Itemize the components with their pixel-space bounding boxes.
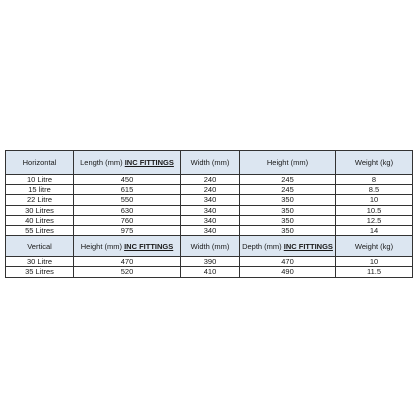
table-row bbox=[6, 195, 413, 205]
height-cell: 470 bbox=[74, 257, 181, 267]
vertical-type-header: Vertical bbox=[6, 236, 74, 257]
capacity-cell: 30 Litres bbox=[6, 205, 74, 215]
vertical-width-header: Width (mm) bbox=[181, 236, 240, 257]
table-row bbox=[6, 226, 413, 236]
weight-cell: 8 bbox=[336, 175, 413, 185]
capacity-cell: 15 litre bbox=[6, 185, 74, 195]
vertical-weight-header: Weight (kg) bbox=[336, 236, 413, 257]
table-row bbox=[6, 215, 413, 225]
capacity-cell: 10 Litre bbox=[6, 175, 74, 185]
height-cell: 245 bbox=[240, 185, 336, 195]
weight-cell: 14 bbox=[336, 226, 413, 236]
width-cell: 340 bbox=[181, 195, 240, 205]
weight-cell: 10.5 bbox=[336, 205, 413, 215]
weight-cell: 10 bbox=[336, 257, 413, 267]
height-cell: 350 bbox=[240, 215, 336, 225]
width-cell: 340 bbox=[181, 215, 240, 225]
vertical-depth-header: Depth (mm) INC FITTINGS bbox=[240, 236, 336, 257]
depth-cell: 490 bbox=[240, 267, 336, 277]
height-cell: 350 bbox=[240, 226, 336, 236]
horizontal-weight-header: Weight (kg) bbox=[336, 151, 413, 175]
weight-cell: 12.5 bbox=[336, 215, 413, 225]
weight-cell: 11.5 bbox=[336, 267, 413, 277]
width-cell: 340 bbox=[181, 226, 240, 236]
width-cell: 340 bbox=[181, 205, 240, 215]
width-cell: 240 bbox=[181, 175, 240, 185]
table-row bbox=[6, 257, 413, 267]
weight-cell: 10 bbox=[336, 195, 413, 205]
depth-cell: 470 bbox=[240, 257, 336, 267]
table-row bbox=[6, 267, 413, 277]
capacity-cell: 55 Litres bbox=[6, 226, 74, 236]
capacity-cell: 40 Litres bbox=[6, 215, 74, 225]
length-cell: 615 bbox=[74, 185, 181, 195]
weight-cell: 8.5 bbox=[336, 185, 413, 195]
length-cell: 975 bbox=[74, 226, 181, 236]
vertical-height-header: Height (mm) INC FITTINGS bbox=[74, 236, 181, 257]
horizontal-length-header: Length (mm) INC FITTINGS bbox=[74, 151, 181, 175]
table-row bbox=[6, 205, 413, 215]
width-cell: 390 bbox=[181, 257, 240, 267]
width-cell: 240 bbox=[181, 185, 240, 195]
length-cell: 450 bbox=[74, 175, 181, 185]
width-cell: 410 bbox=[181, 267, 240, 277]
length-cell: 630 bbox=[74, 205, 181, 215]
table-row bbox=[6, 175, 413, 185]
table-row bbox=[6, 185, 413, 195]
capacity-cell: 35 Litres bbox=[6, 267, 74, 277]
height-cell: 520 bbox=[74, 267, 181, 277]
length-cell: 760 bbox=[74, 215, 181, 225]
horizontal-height-header: Height (mm) bbox=[240, 151, 336, 175]
height-cell: 245 bbox=[240, 175, 336, 185]
capacity-cell: 30 Litre bbox=[6, 257, 74, 267]
height-cell: 350 bbox=[240, 205, 336, 215]
vertical-header-row bbox=[6, 236, 413, 257]
height-cell: 350 bbox=[240, 195, 336, 205]
specification-table bbox=[5, 150, 413, 278]
length-cell: 550 bbox=[74, 195, 181, 205]
horizontal-width-header: Width (mm) bbox=[181, 151, 240, 175]
horizontal-header-row bbox=[6, 151, 413, 175]
horizontal-type-header: Horizontal bbox=[6, 151, 74, 175]
capacity-cell: 22 Litre bbox=[6, 195, 74, 205]
